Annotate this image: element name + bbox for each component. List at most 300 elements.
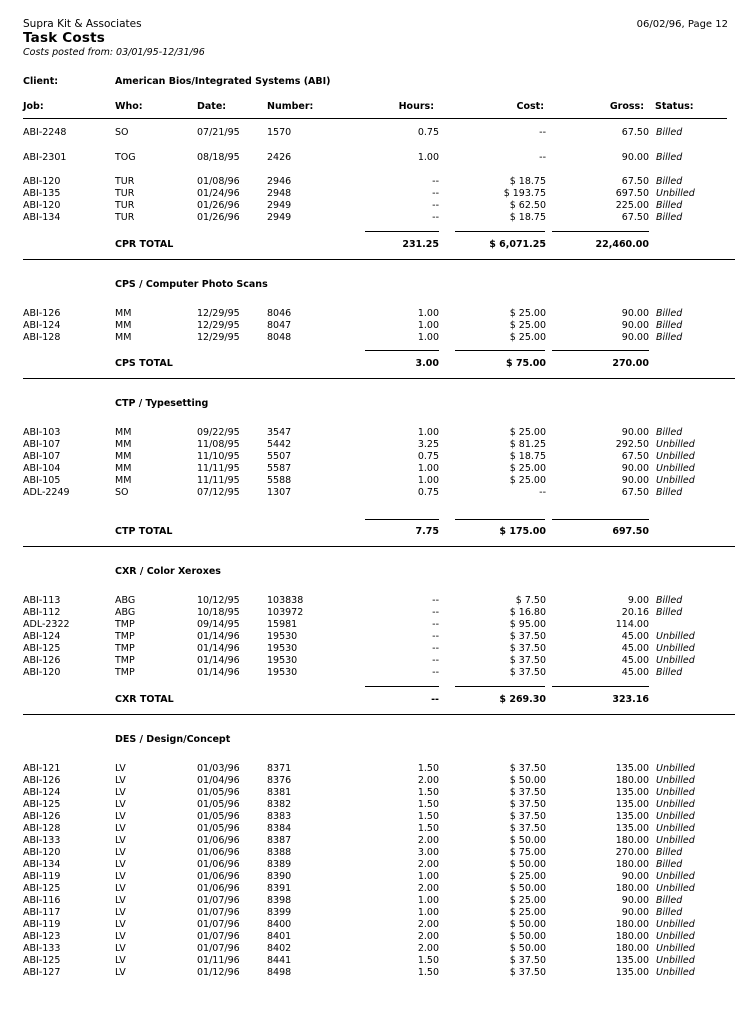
cell-job: ABI-133	[23, 943, 61, 954]
cell-number: 8400	[267, 919, 292, 930]
cell-gross: 90.00	[621, 907, 649, 918]
cell-cost: $ 25.00	[509, 332, 546, 343]
cell-date: 01/06/96	[197, 847, 240, 858]
cell-who: TMP	[115, 643, 135, 654]
cell-hours: 2.00	[417, 775, 439, 786]
cell-number: 15981	[267, 619, 298, 630]
cell-gross: 225.00	[615, 200, 649, 211]
cell-number: 8048	[267, 332, 292, 343]
cell-status: Unbilled	[656, 655, 695, 666]
cell-status: Unbilled	[656, 931, 695, 942]
column-header-job: Job:	[23, 101, 44, 112]
cell-status: Billed	[656, 127, 683, 138]
column-header-number: Number:	[267, 101, 314, 112]
cell-hours: --	[432, 631, 439, 642]
cell-who: LV	[115, 823, 126, 834]
cell-hours: 1.50	[417, 799, 439, 810]
cell-number: 3547	[267, 427, 292, 438]
section-total-label: CPR TOTAL	[115, 239, 174, 250]
cell-gross: 45.00	[621, 655, 649, 666]
cell-date: 01/07/96	[197, 895, 240, 906]
cell-job: ABI-119	[23, 919, 61, 930]
cell-status: Unbilled	[656, 835, 695, 846]
cell-hours: 1.00	[417, 152, 439, 163]
cell-number: 8371	[267, 763, 292, 774]
cell-job: ABI-105	[23, 475, 61, 486]
cell-job: ABI-125	[23, 955, 61, 966]
cell-who: TMP	[115, 631, 135, 642]
cell-job: ABI-120	[23, 200, 61, 211]
cell-job: ABI-126	[23, 775, 61, 786]
cell-date: 01/14/96	[197, 643, 240, 654]
cell-status: Billed	[656, 152, 683, 163]
cell-date: 01/06/96	[197, 835, 240, 846]
section-total-label: CXR TOTAL	[115, 694, 174, 705]
section-total-label: CTP TOTAL	[115, 526, 173, 537]
cell-hours: 2.00	[417, 943, 439, 954]
cell-who: LV	[115, 943, 126, 954]
section-total-cost: $ 6,071.25	[489, 239, 546, 250]
cell-gross: 45.00	[621, 643, 649, 654]
cell-job: ABI-119	[23, 871, 61, 882]
cell-status: Unbilled	[656, 631, 695, 642]
cell-hours: 2.00	[417, 931, 439, 942]
cell-status: Unbilled	[656, 451, 695, 462]
cell-number: 8398	[267, 895, 292, 906]
cell-cost: $ 37.50	[509, 823, 546, 834]
cell-number: 2949	[267, 212, 292, 223]
cell-number: 8391	[267, 883, 292, 894]
client-label: Client:	[23, 76, 59, 87]
cell-cost: $ 37.50	[509, 799, 546, 810]
cell-who: LV	[115, 811, 126, 822]
cell-who: LV	[115, 859, 126, 870]
cell-date: 01/14/96	[197, 655, 240, 666]
column-header-cost: Cost:	[516, 101, 544, 112]
cell-date: 01/08/96	[197, 176, 240, 187]
section-separator	[23, 546, 735, 547]
cell-number: 8047	[267, 320, 292, 331]
cell-status: Unbilled	[656, 883, 695, 894]
subtotal-rule-gross	[552, 350, 649, 351]
cell-number: 8382	[267, 799, 292, 810]
cell-date: 01/05/96	[197, 787, 240, 798]
cell-job: ABI-133	[23, 835, 61, 846]
cell-date: 07/12/95	[197, 487, 240, 498]
cell-gross: 20.16	[621, 607, 649, 618]
cell-status: Billed	[656, 607, 683, 618]
cell-gross: 90.00	[621, 308, 649, 319]
cell-hours: 3.00	[417, 847, 439, 858]
cell-status: Unbilled	[656, 811, 695, 822]
cell-cost: $ 37.50	[509, 655, 546, 666]
cell-job: ABI-125	[23, 643, 61, 654]
cell-cost: $ 50.00	[509, 943, 546, 954]
cell-date: 11/10/95	[197, 451, 240, 462]
cell-job: ABI-113	[23, 595, 61, 606]
cell-who: TMP	[115, 619, 135, 630]
cell-who: SO	[115, 487, 129, 498]
cell-number: 19530	[267, 643, 298, 654]
cell-date: 10/18/95	[197, 607, 240, 618]
cell-number: 19530	[267, 667, 298, 678]
cell-cost: $ 37.50	[509, 667, 546, 678]
cell-job: ABI-112	[23, 607, 61, 618]
cell-date: 01/26/96	[197, 212, 240, 223]
cell-number: 8376	[267, 775, 292, 786]
cell-job: ABI-107	[23, 451, 61, 462]
cell-cost: $ 193.75	[503, 188, 546, 199]
cell-who: MM	[115, 320, 132, 331]
cell-cost: $ 16.80	[509, 607, 546, 618]
cell-gross: 45.00	[621, 667, 649, 678]
cell-gross: 90.00	[621, 475, 649, 486]
cell-hours: 2.00	[417, 859, 439, 870]
cell-cost: $ 25.00	[509, 907, 546, 918]
cell-cost: $ 7.50	[515, 595, 546, 606]
cell-who: LV	[115, 799, 126, 810]
section-total-gross: 323.16	[612, 694, 649, 705]
cell-gross: 135.00	[615, 967, 649, 978]
cell-cost: $ 37.50	[509, 811, 546, 822]
cell-who: LV	[115, 883, 126, 894]
cell-number: 8399	[267, 907, 292, 918]
cell-job: ADL-2322	[23, 619, 70, 630]
cell-date: 01/12/96	[197, 967, 240, 978]
cell-job: ABI-103	[23, 427, 61, 438]
cell-gross: 67.50	[621, 127, 649, 138]
cell-gross: 135.00	[615, 763, 649, 774]
cell-cost: --	[539, 152, 546, 163]
section-total-hours: 231.25	[402, 239, 439, 250]
cell-cost: $ 25.00	[509, 308, 546, 319]
cell-who: ABG	[115, 595, 136, 606]
cell-cost: $ 25.00	[509, 463, 546, 474]
cell-status: Billed	[656, 332, 683, 343]
cell-hours: 2.00	[417, 883, 439, 894]
cell-number: 8498	[267, 967, 292, 978]
header-rule	[23, 118, 727, 119]
cell-number: 5588	[267, 475, 292, 486]
subtotal-rule-hours	[365, 350, 439, 351]
cell-who: LV	[115, 967, 126, 978]
cell-job: ABI-128	[23, 332, 61, 343]
cell-gross: 67.50	[621, 487, 649, 498]
cell-status: Unbilled	[656, 188, 695, 199]
cell-hours: --	[432, 643, 439, 654]
cell-who: MM	[115, 451, 132, 462]
cell-status: Unbilled	[656, 463, 695, 474]
cell-status: Billed	[656, 212, 683, 223]
cell-status: Unbilled	[656, 775, 695, 786]
cell-gross: 90.00	[621, 427, 649, 438]
cell-status: Billed	[656, 907, 683, 918]
cell-date: 09/14/95	[197, 619, 240, 630]
cell-cost: $ 25.00	[509, 320, 546, 331]
cell-hours: --	[432, 200, 439, 211]
cell-date: 01/05/96	[197, 823, 240, 834]
cell-job: ABI-127	[23, 967, 61, 978]
cell-who: TUR	[115, 176, 135, 187]
section-separator	[23, 378, 735, 379]
cell-hours: 1.00	[417, 463, 439, 474]
cell-cost: $ 25.00	[509, 895, 546, 906]
cell-status: Billed	[656, 176, 683, 187]
cell-who: TUR	[115, 188, 135, 199]
cell-hours: --	[432, 212, 439, 223]
cell-date: 11/08/95	[197, 439, 240, 450]
cell-date: 01/14/96	[197, 667, 240, 678]
cell-date: 01/06/96	[197, 859, 240, 870]
cell-status: Unbilled	[656, 787, 695, 798]
cell-gross: 90.00	[621, 871, 649, 882]
cell-job: ABI-121	[23, 763, 61, 774]
cell-gross: 67.50	[621, 451, 649, 462]
section-separator	[23, 714, 735, 715]
cell-date: 01/07/96	[197, 919, 240, 930]
cell-who: MM	[115, 332, 132, 343]
cell-job: ABI-126	[23, 308, 61, 319]
cell-who: LV	[115, 919, 126, 930]
cell-date: 09/22/95	[197, 427, 240, 438]
cell-number: 8401	[267, 931, 292, 942]
cell-gross: 90.00	[621, 463, 649, 474]
cell-gross: 180.00	[615, 883, 649, 894]
cell-date: 01/06/96	[197, 883, 240, 894]
cell-status: Unbilled	[656, 643, 695, 654]
cell-number: 8381	[267, 787, 292, 798]
cell-hours: 2.00	[417, 919, 439, 930]
cell-who: LV	[115, 955, 126, 966]
cell-who: MM	[115, 475, 132, 486]
cell-gross: 67.50	[621, 212, 649, 223]
report-date-page: 06/02/96, Page 12	[636, 19, 728, 30]
subtotal-rule-hours	[365, 519, 439, 520]
subtotal-rule-gross	[552, 519, 649, 520]
cell-cost: $ 25.00	[509, 871, 546, 882]
section-total-hours: 7.75	[415, 526, 439, 537]
cell-cost: --	[539, 487, 546, 498]
cell-cost: $ 18.75	[509, 176, 546, 187]
subtotal-rule-gross	[552, 686, 649, 687]
cell-job: ABI-107	[23, 439, 61, 450]
cell-status: Unbilled	[656, 799, 695, 810]
cell-status: Unbilled	[656, 943, 695, 954]
cell-status: Billed	[656, 895, 683, 906]
cell-hours: --	[432, 619, 439, 630]
column-header-gross: Gross:	[609, 101, 644, 112]
cell-date: 10/12/95	[197, 595, 240, 606]
cell-gross: 135.00	[615, 955, 649, 966]
cell-job: ABI-2301	[23, 152, 67, 163]
cell-date: 01/24/96	[197, 188, 240, 199]
cell-who: TUR	[115, 200, 135, 211]
cell-gross: 90.00	[621, 320, 649, 331]
cell-job: ABI-135	[23, 188, 61, 199]
subtotal-rule-hours	[365, 686, 439, 687]
cell-who: LV	[115, 847, 126, 858]
cell-job: ABI-123	[23, 931, 61, 942]
cell-date: 08/18/95	[197, 152, 240, 163]
cell-cost: $ 18.75	[509, 451, 546, 462]
cell-who: ABG	[115, 607, 136, 618]
cell-job: ABI-124	[23, 787, 61, 798]
cell-gross: 292.50	[615, 439, 649, 450]
cell-date: 01/04/96	[197, 775, 240, 786]
column-header-who: Who:	[115, 101, 143, 112]
cell-number: 103838	[267, 595, 304, 606]
cell-gross: 180.00	[615, 943, 649, 954]
section-total-cost: $ 269.30	[499, 694, 546, 705]
cell-who: TUR	[115, 212, 135, 223]
column-header-hours: Hours:	[398, 101, 434, 112]
cell-date: 01/07/96	[197, 907, 240, 918]
cell-status: Billed	[656, 667, 683, 678]
cell-job: ABI-125	[23, 883, 61, 894]
cell-hours: 1.00	[417, 320, 439, 331]
cell-date: 11/11/95	[197, 463, 240, 474]
section-total-gross: 22,460.00	[595, 239, 649, 250]
cell-date: 01/03/96	[197, 763, 240, 774]
cell-hours: --	[432, 655, 439, 666]
subtotal-rule-cost	[455, 686, 545, 687]
cell-number: 2426	[267, 152, 292, 163]
cell-date: 11/11/95	[197, 475, 240, 486]
cell-gross: 180.00	[615, 919, 649, 930]
cell-cost: $ 25.00	[509, 427, 546, 438]
cell-job: ABI-125	[23, 799, 61, 810]
section-total-gross: 270.00	[612, 358, 649, 369]
cell-who: LV	[115, 895, 126, 906]
cell-date: 01/06/96	[197, 871, 240, 882]
cell-hours: 1.00	[417, 427, 439, 438]
cell-who: LV	[115, 931, 126, 942]
cell-job: ABI-120	[23, 176, 61, 187]
cell-cost: $ 37.50	[509, 643, 546, 654]
cell-hours: --	[432, 667, 439, 678]
cell-status: Unbilled	[656, 919, 695, 930]
cell-date: 07/21/95	[197, 127, 240, 138]
cell-status: Billed	[656, 320, 683, 331]
cell-cost: $ 50.00	[509, 775, 546, 786]
cell-status: Billed	[656, 595, 683, 606]
subtotal-rule-cost	[455, 519, 545, 520]
cell-status: Billed	[656, 859, 683, 870]
cell-gross: 135.00	[615, 799, 649, 810]
cell-job: ABI-116	[23, 895, 61, 906]
cell-status: Unbilled	[656, 439, 695, 450]
section-title: DES / Design/Concept	[115, 734, 231, 745]
cell-number: 5507	[267, 451, 292, 462]
cell-cost: $ 50.00	[509, 931, 546, 942]
cell-who: TMP	[115, 655, 135, 666]
cell-hours: 0.75	[417, 451, 439, 462]
cell-who: MM	[115, 439, 132, 450]
cell-number: 8383	[267, 811, 292, 822]
cell-hours: --	[432, 188, 439, 199]
cell-who: LV	[115, 871, 126, 882]
cell-gross: 180.00	[615, 775, 649, 786]
cell-cost: $ 37.50	[509, 967, 546, 978]
cell-number: 19530	[267, 631, 298, 642]
cell-gross: 180.00	[615, 931, 649, 942]
cell-who: TOG	[115, 152, 136, 163]
cell-cost: $ 50.00	[509, 835, 546, 846]
cell-number: 5587	[267, 463, 292, 474]
section-total-cost: $ 175.00	[499, 526, 546, 537]
cell-number: 8441	[267, 955, 292, 966]
cell-gross: 90.00	[621, 332, 649, 343]
subtotal-rule-hours	[365, 231, 439, 232]
cell-hours: 1.00	[417, 475, 439, 486]
cell-hours: 0.75	[417, 127, 439, 138]
cell-gross: 135.00	[615, 823, 649, 834]
cell-status: Unbilled	[656, 763, 695, 774]
cell-who: LV	[115, 907, 126, 918]
cell-who: LV	[115, 763, 126, 774]
cell-number: 2949	[267, 200, 292, 211]
cell-gross: 114.00	[615, 619, 649, 630]
cell-status: Unbilled	[656, 823, 695, 834]
cell-hours: 1.50	[417, 787, 439, 798]
cell-gross: 135.00	[615, 811, 649, 822]
section-title: CTP / Typesetting	[115, 398, 209, 409]
cell-hours: 1.00	[417, 332, 439, 343]
cell-job: ABI-117	[23, 907, 61, 918]
cell-number: 5442	[267, 439, 292, 450]
cell-number: 8390	[267, 871, 292, 882]
column-header-status: Status:	[655, 101, 694, 112]
cell-gross: 9.00	[627, 595, 649, 606]
cell-cost: $ 25.00	[509, 475, 546, 486]
cell-hours: --	[432, 176, 439, 187]
cell-status: Billed	[656, 487, 683, 498]
cell-hours: --	[432, 607, 439, 618]
cell-job: ABI-134	[23, 859, 61, 870]
cell-cost: $ 62.50	[509, 200, 546, 211]
cell-job: ABI-126	[23, 655, 61, 666]
cell-number: 19530	[267, 655, 298, 666]
cell-date: 01/26/96	[197, 200, 240, 211]
cell-hours: 1.00	[417, 308, 439, 319]
cell-gross: 180.00	[615, 859, 649, 870]
cell-cost: $ 37.50	[509, 787, 546, 798]
cell-gross: 67.50	[621, 176, 649, 187]
cell-who: TMP	[115, 667, 135, 678]
cell-who: MM	[115, 308, 132, 319]
cell-cost: $ 95.00	[509, 619, 546, 630]
cell-date: 12/29/95	[197, 308, 240, 319]
cell-hours: 1.50	[417, 967, 439, 978]
cell-job: ABI-124	[23, 631, 61, 642]
cell-hours: 1.00	[417, 907, 439, 918]
cell-number: 103972	[267, 607, 304, 618]
cell-gross: 697.50	[615, 188, 649, 199]
cell-hours: 2.00	[417, 835, 439, 846]
cell-hours: --	[432, 595, 439, 606]
cell-date: 12/29/95	[197, 320, 240, 331]
cell-cost: $ 50.00	[509, 883, 546, 894]
cell-job: ABI-126	[23, 811, 61, 822]
cell-gross: 135.00	[615, 787, 649, 798]
cell-number: 8384	[267, 823, 292, 834]
cell-hours: 1.50	[417, 811, 439, 822]
section-title: CXR / Color Xeroxes	[115, 566, 221, 577]
cell-gross: 90.00	[621, 152, 649, 163]
cell-who: MM	[115, 463, 132, 474]
cell-job: ADL-2249	[23, 487, 70, 498]
cell-cost: $ 50.00	[509, 919, 546, 930]
